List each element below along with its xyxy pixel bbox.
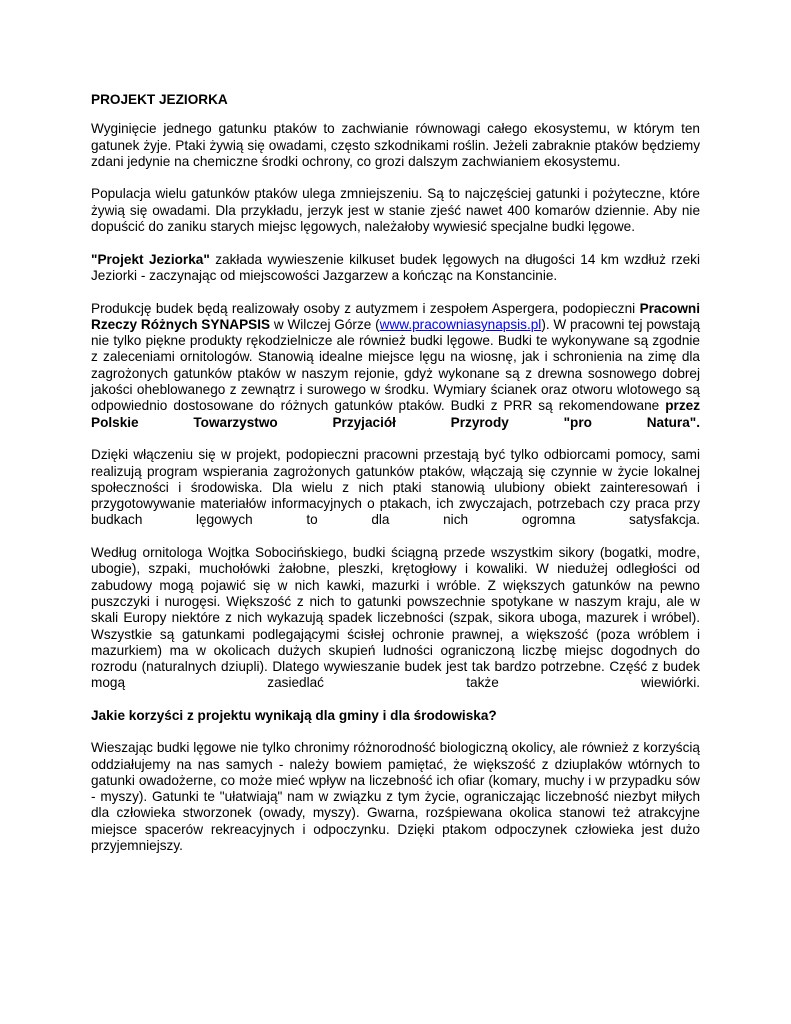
website-link[interactable]: www.pracowniasynapsis.pl — [379, 316, 542, 332]
project-name: "Projekt Jeziorka" — [91, 251, 210, 267]
recommending-society: przez Polskie Towarzystwo Przyjaciół Przyrody "pro Natura". — [91, 398, 700, 430]
production-tail: ). W pracowni tej powstają nie tylko piękne produkty rękodzielnicze ale również budki lęgowe. Budki te wykonywane są zgodnie z zaleceniami ornitologów. Stanowią idealne miejsce lęgu na wiosnę, jak i schronienia na zimę dla zagrożonych gatunków ptaków w naszym rejonie, gdyż wykonane są z drewna sosnowego dobrej jakości oheblowanego z zewnątrz i surowego w środku. Wymiary ścianek oraz otworu wlotowego są odpowiednio dostosowane do różnych gatunków ptaków. Budki z PRR są rekomendowane — [91, 316, 701, 414]
production-mid: w Wilczej Górze ( — [270, 316, 380, 332]
section-heading-benefits: Jakie korzyści z projektu wynikają dla gminy i dla środowiska? — [91, 707, 497, 723]
paragraph-benefits: Wieszając budki lęgowe nie tylko chronimy różnorodność biologiczną okolicy, ale również z korzyścią oddziałujemy na nas samych - należy bowiem pamiętać, że większość z dziuplaków wtórnych to gatunki owadożerne, co może mieć wpływ na liczebność ich ofiar (komary, muchy i w przypadku sów - myszy). Gatunki te "ułatwiają" nam w związku z tym życie, ograniczając liczebność niezbyt miłych dla człowieka stworzonek (owady, myszy). Gwarna, rozśpiewana okolica stanowi też atrakcyjne miejsce spacerów rekreacyjnych i odpoczynku. Dzięki ptakom odpoczynek człowieka jest dużo przyjemniejszy. — [91, 740, 700, 854]
paragraph-participation: Dzięki włączeniu się w projekt, podopieczni pracowni przestają być tylko odbiorcami pomocy, sami realizują program wspierania zagrożonych gatunków ptaków, włączają się czynnie w życie lokalnej społeczności i środowiska. Dla wielu z nich ptaki stanowią ulubiony obiekt zainteresowań i przygotowywanie materiałów informacyjnych o ptakach, ich zwyczajach, potrzebach czy praca przy budkach lęgowych to dla nich ogromna satysfakcja. — [91, 447, 700, 528]
document-page — [91, 92, 700, 871]
paragraph-ornithologist: Według ornitologa Wojtka Sobocińskiego, budki ściągną przede wszystkim sikory (bogatki, modre, ubogie), szpaki, muchołówki żałobne, pleszki, krętogłowy i kowaliki. W niedużej odległości od zabudowy mogą pojawić się w nich kawki, mazurki i wróble. Z większych gatunków na pewno puszczyki i nurogęsi. Większość z nich to gatunki powszechnie spotykane w naszym kraju, ale w skali Europy niektóre z nich wykazują spadek liczebności (szpak, sikora uboga, mazurek i wróbel). Wszystkie są gatunkami podlegającymi ścisłej ochronie prawnej, a większość (poza wróblem i mazurkiem) ma w okolicach dużych skupień ludności ograniczoną liczbę miejsc dogodnych do rozrodu (naturalnych dziupli). Dlatego wywieszanie budek jest tak bardzo potrzebne. Część z budek mogą zasiedlać także wiewiórki. — [91, 545, 700, 691]
project-description: zakłada wywieszenie kilkuset budek lęgowych na długości 14 km wzdłuż rzeki Jeziorki - zaczynając od miejscowości Jazgarzew a kończąc na Konstancinie. — [91, 251, 700, 283]
paragraph-population: Populacja wielu gatunków ptaków ulega zmniejszeniu. Są to najczęściej gatunki i pożyteczne, które żywią się owadami. Dla przykładu, jerzyk jest w stanie zjeść nawet 400 komarów dziennie. Aby nie dopuścić do zaniku starych miejsc lęgowych, należałoby wywiesić specjalne budki lęgowe. — [91, 186, 700, 235]
paragraph-project — [91, 252, 700, 285]
document-title: PROJEKT JEZIORKA — [91, 92, 228, 107]
paragraph-production — [91, 301, 700, 431]
organization-name: Pracowni Rzeczy Różnych SYNAPSIS — [91, 300, 700, 332]
production-lead: Produkcję budek będą realizowały osoby z autyzmem i zespołem Aspergera, podopieczni — [91, 300, 640, 316]
paragraph-ecosystem: Wyginięcie jednego gatunku ptaków to zachwianie równowagi całego ekosystemu, w którym ten gatunek żyje. Ptaki żywią się owadami, często szkodnikami roślin. Jeżeli zabraknie ptaków będziemy zdani jedynie na chemiczne środki ochrony, co grozi dalszym zachwianiem ekosystemu. — [91, 121, 700, 169]
